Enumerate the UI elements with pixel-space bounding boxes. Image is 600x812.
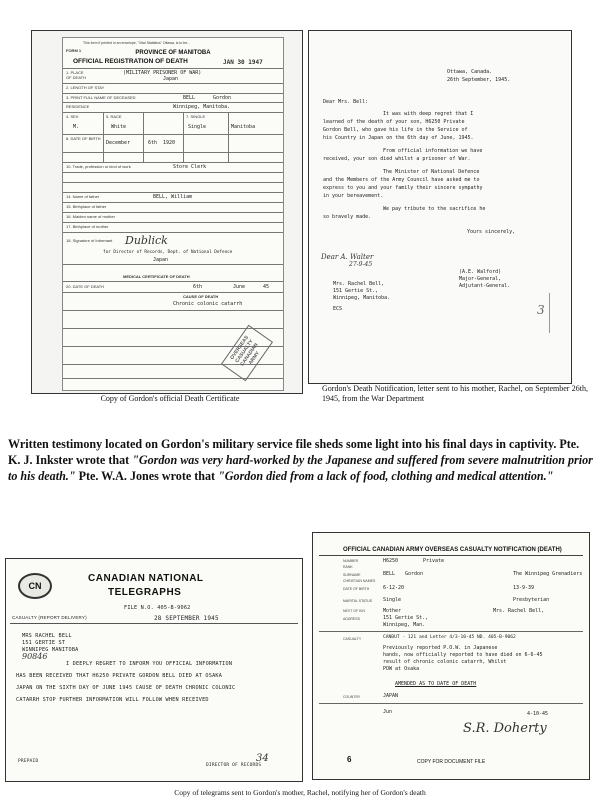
- death-day: 6th: [193, 284, 203, 290]
- testimony-quote-inkster: "Gordon was very hard-worked by the Japanese and suffered from severe malnutrition prior to his death.": [8, 453, 593, 483]
- casualty-field-address: ADDRESS: [343, 617, 360, 621]
- casualty-kin-rule: [319, 631, 583, 632]
- letter-body-line: From official information we have: [383, 148, 483, 154]
- telegram-company-line1: CANADIAN NATIONAL: [88, 573, 204, 584]
- casualty-field-status: MARITAL STATUS: [343, 599, 373, 603]
- sex-label: 4. SEX: [66, 114, 79, 119]
- casualty-report-ref: CANBUT - 121 and Letter 4/3-10-45 ND. 405-B-9062: [383, 635, 516, 640]
- casualty-report-line-1: Previously reported P.O.W. in Japanese: [383, 645, 498, 651]
- death-year: 45: [263, 284, 270, 290]
- cause-of-death: Chronic colonic catarrh: [173, 301, 243, 307]
- testimony-paragraph: [8, 436, 594, 484]
- telegram-message-line-4: CATARRH STOP FURTHER INFORMATION WILL FOLLOW WHEN RECEIVED: [16, 697, 209, 703]
- length-of-stay-label: 2. LENGTH OF STAY: [66, 85, 105, 90]
- casualty-field-rank: RANK: [343, 565, 353, 569]
- casualty-last-date: 4-10-45: [527, 711, 549, 717]
- telegram-prepaid: PREPAID: [18, 759, 39, 764]
- telegram-message-line-3: JAPAN ON THE SIXTH DAY OF JUNE 1945 CAUSE OF DEATH CHRONIC COLONIC: [16, 685, 236, 691]
- casualty-amended-line: AMENDED AS TO DATE OF DEATH: [395, 681, 477, 687]
- birth-month: December: [106, 140, 131, 146]
- deceased-birthplace: Manitoba: [231, 124, 256, 130]
- place-of-death-label: 1. PLACE OF DEATH: [66, 70, 86, 80]
- deceased-race: White: [111, 124, 127, 130]
- letter-salutation: Dear Mrs. Bell:: [323, 99, 369, 105]
- telegram-address-line-3: WINNIPEG MANITOBA: [22, 647, 79, 653]
- testimony-intro: Written testimony located on Gordon's military service file sheds some light into his final days in captivity. Pte. K. J. Inkster wrote that: [8, 437, 580, 467]
- deceased-status: Single: [188, 124, 207, 130]
- letter-recipient-name: Mrs. Rachel Bell,: [333, 281, 385, 287]
- letter-frame: [308, 30, 572, 384]
- letter-body-line: We pay tribute to the sacrifice he: [383, 206, 486, 212]
- casualty-japan-ref: Jun: [383, 709, 393, 715]
- casualty-report-line-2: hands, now officially reported to have died on 6-6-45: [383, 652, 543, 658]
- letter-body-line: so bravely made.: [323, 214, 372, 220]
- letter-ref-initials: ECS: [333, 306, 343, 312]
- telegram-address-line-1: MRS RACHEL BELL: [22, 633, 72, 639]
- certificate-form-label: FORM 1: [66, 48, 82, 53]
- letter-signer-role: Adjutant-General.: [459, 283, 511, 289]
- certificate-title: OFFICIAL REGISTRATION OF DEATH: [73, 58, 188, 65]
- father-birthplace-label: 15. Birthplace of father: [66, 204, 107, 209]
- death-certificate: [62, 37, 284, 391]
- casualty-status: Single: [383, 597, 402, 603]
- mother-label: 16. Maiden name of mother: [66, 214, 115, 219]
- telegram-casualty-label: CASUALTY (REPORT DELIVERY): [12, 615, 87, 620]
- telegram-handwritten-mark: 34: [256, 753, 269, 764]
- telegram-address-line-2: 151 GERTIE ST: [22, 640, 66, 646]
- death-date-label: 20. DATE OF DEATH: [66, 284, 105, 289]
- letter-body-line: learned of the death of your son, H6250 Private: [323, 119, 465, 125]
- letter-body-line: Gordon Bell, who gave his life in the Service of: [323, 127, 468, 133]
- certificate-registration-stamp: JAN 30 1947: [223, 59, 263, 66]
- letter-date: 26th September, 1945.: [447, 77, 511, 83]
- casualty-signature: S.R. Doherty: [463, 721, 547, 736]
- casualty-birth-date: 6-12-20: [383, 585, 405, 591]
- informant-label: 18. Signature of Informant: [66, 238, 113, 243]
- casualty-religion: Presbyterian: [513, 597, 550, 603]
- casualty-footer: COPY FOR DOCUMENT FILE: [417, 759, 486, 765]
- letter-handwritten-date: 27-9-45: [349, 261, 373, 268]
- telegram-handwritten-number: 90846: [22, 652, 48, 661]
- casualty-title: OFFICIAL CANADIAN ARMY OVERSEAS CASUALTY NOTIFICATION (DEATH): [343, 547, 562, 553]
- letter-body-line: express to you and your family their sincere sympathy: [323, 185, 483, 191]
- casualty-field-casualty: CASUALTY: [343, 637, 362, 641]
- birth-date-label: 8. DATE OF BIRTH: [66, 136, 101, 141]
- letter-body-line: in your bereavement.: [323, 193, 384, 199]
- casualty-kin-relation: Mother: [383, 608, 402, 614]
- testimony-middle: Pte. W.A. Jones wrote that: [75, 469, 219, 483]
- casualty-given-name: Gordon: [405, 571, 424, 577]
- testimony-quote-jones: "Gordon died from a lack of food, clothing and medical attention.": [218, 469, 554, 483]
- telegram-caption: Copy of telegrams sent to Gordon's mother, Rachel, notifying her of Gordon's death: [174, 788, 426, 797]
- deceased-occupation: Store Clerk: [173, 164, 207, 170]
- letter-body-line: It was with deep regret that I: [383, 111, 474, 117]
- casualty-report-line-4: POW at Osaka: [383, 666, 420, 672]
- telegram-divider: [10, 623, 298, 624]
- deceased-residence: Winnipeg, Manitoba.: [173, 104, 231, 110]
- letter-handwritten-signature: Dear A. Walter: [321, 253, 374, 261]
- death-certificate-frame: [31, 30, 303, 394]
- cn-logo-text: CN: [28, 581, 42, 591]
- certificate-province: PROVINCE OF MANITOBA: [135, 50, 211, 56]
- letter-page-line: [549, 293, 550, 333]
- letter-page-mark: 3: [537, 303, 545, 317]
- deceased-sex: M.: [73, 124, 80, 130]
- telegram-date: 28 SEPTEMBER 1945: [154, 615, 219, 622]
- letter-body-line: and the Members of the Army Council have asked me to: [323, 177, 480, 183]
- mother-birthplace-label: 17. Birthplace of mother: [66, 224, 109, 229]
- letter-body-line: his Country in Japan on the 6th day of June, 1945.: [323, 135, 474, 141]
- letter-signer-rank: Major-General,: [459, 276, 502, 282]
- casualty-page-no: 6: [347, 755, 352, 764]
- father-name: BELL, William: [153, 194, 193, 200]
- medical-heading: MEDICAL CERTIFICATE OF DEATH: [123, 274, 190, 279]
- letter-recipient-street: 151 Gertie St.,: [333, 288, 379, 294]
- casualty-field-kin: NEXT OF KIN: [343, 609, 365, 613]
- father-label: 14. Name of father: [66, 194, 100, 199]
- cause-heading: CAUSE OF DEATH: [183, 294, 219, 299]
- casualty-frame: [312, 532, 590, 780]
- birth-day: 6th: [148, 140, 158, 146]
- casualty-bottom-rule: [319, 703, 583, 704]
- cn-logo: [18, 573, 52, 599]
- casualty-kin-city: Winnipeg, Man.: [383, 622, 426, 628]
- casualty-kin-address: 151 Gertie St.,: [383, 615, 429, 621]
- deceased-given-name: Gordon: [213, 95, 232, 101]
- status-label: 7. SINGLE: [186, 114, 206, 119]
- casualty-country: JAPAN: [383, 693, 399, 699]
- casualty-stamp: OVERSEAS CASUALTY CANADIAN ARMY: [221, 325, 273, 382]
- place-of-death-country: Japan: [163, 76, 179, 82]
- letter-body-line: The Minister of National Defence: [383, 169, 480, 175]
- telegram-signed-by: DIRECTOR OF RECORDS: [206, 763, 262, 768]
- certificate-notice: This form if printed in an envelope, "Vital Statistics" Ottawa, is to be...: [83, 41, 191, 45]
- casualty-number: H6250: [383, 558, 399, 564]
- casualty-field-surname: SURNAME: [343, 573, 361, 577]
- letter-caption: Gordon's Death Notification, letter sent to his mother, Rachel, on September 26th, 1945, from the War Department: [322, 384, 588, 403]
- telegram-message-line-1: I DEEPLY REGRET TO INFORM YOU OFFICIAL INFORMATION: [66, 661, 233, 667]
- casualty-report-line-3: result of chronic colonic catarrh, Whilst: [383, 659, 507, 665]
- letter-signer-name: (A.E. Walford): [459, 269, 502, 275]
- casualty-title-rule: [319, 555, 583, 556]
- place-of-death-value: (MILITARY PRISONER OF WAR): [123, 70, 202, 76]
- informant-signature: Dublick: [125, 234, 168, 247]
- occupation-label: 10. Trade, profession or kind of work: [66, 164, 131, 169]
- casualty-rank: Private: [423, 558, 445, 564]
- birth-year: 1920: [163, 140, 176, 146]
- casualty-field-country: COUNTRY: [343, 695, 361, 699]
- casualty-surname: BELL: [383, 571, 396, 577]
- informant-place: Japan: [153, 257, 169, 263]
- informant-title: for Director of Records, Dept. of National Defence: [103, 250, 233, 255]
- death-month: June: [233, 284, 246, 290]
- casualty-field-number: NUMBER: [343, 559, 359, 563]
- letter-place: Ottawa, Canada.: [447, 69, 493, 75]
- telegram-frame: [5, 558, 303, 782]
- full-name-label: 3. PRINT FULL NAME OF DECEASED: [66, 95, 136, 100]
- casualty-field-birth: DATE OF BIRTH: [343, 587, 370, 591]
- certificate-caption: Copy of Gordon's official Death Certificate: [100, 394, 240, 403]
- deceased-surname: BELL: [183, 95, 196, 101]
- casualty-kin-name: Mrs. Rachel Bell,: [493, 608, 545, 614]
- casualty-unit: The Winnipeg Grenadiers: [513, 571, 583, 577]
- casualty-enlist-date: 13-9-39: [513, 585, 535, 591]
- telegram-company-line2: TELEGRAPHS: [108, 587, 182, 598]
- letter-body-line: received, your son died whilst a prisoner of War.: [323, 156, 471, 162]
- letter-closing: Yours sincerely,: [467, 229, 516, 235]
- telegram-message-line-2: HAS BEEN RECEIVED THAT H6250 PRIVATE GORDON BELL DIED AT OSAKA: [16, 673, 223, 679]
- letter-recipient-city: Winnipeg, Manitoba.: [333, 295, 391, 301]
- residence-label: RESIDENCE: [66, 104, 90, 109]
- telegram-file-no: FILE N.O. 405-B-9062: [124, 605, 191, 611]
- casualty-field-given: CHRISTIAN NAMES: [343, 579, 376, 583]
- race-label: 5. RACE: [106, 114, 122, 119]
